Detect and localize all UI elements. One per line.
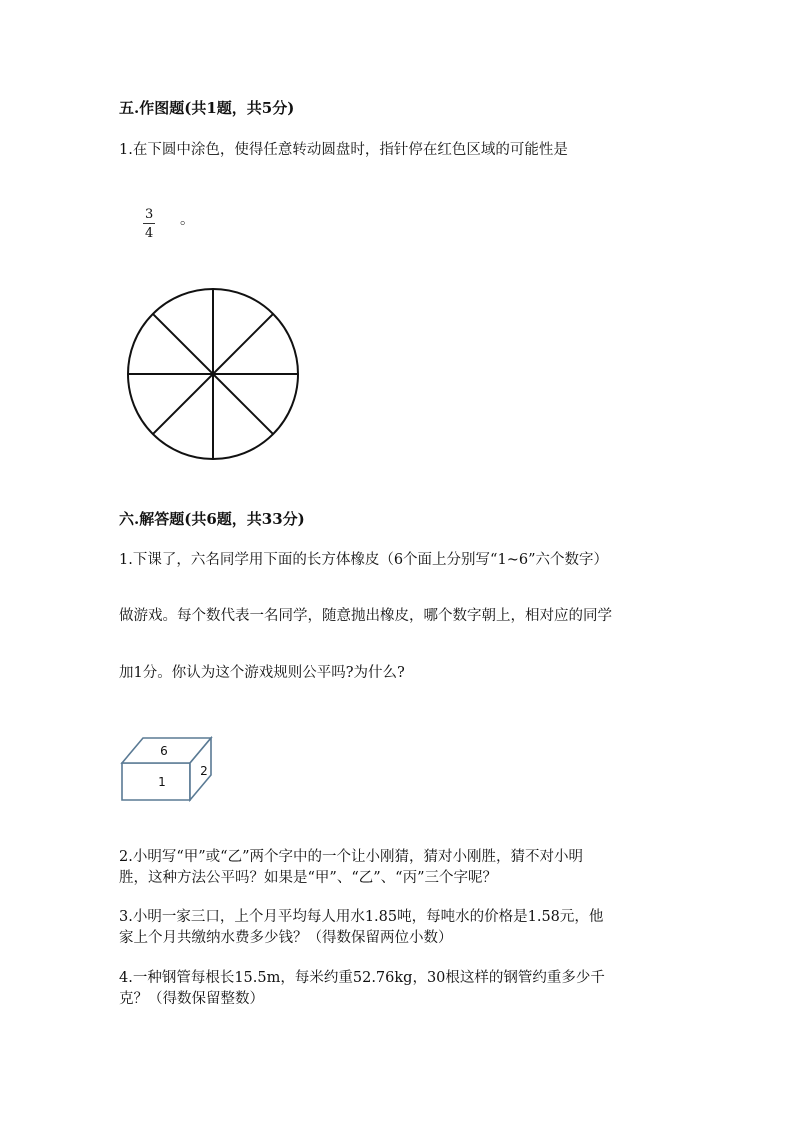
cuboid-front-face [122, 763, 190, 800]
s5-q1-suffix: 。 [180, 212, 195, 228]
s6-q2-line2: 胜，这种方法公平吗？如果是“甲”、“乙”、“丙”三个字呢？ [119, 870, 497, 886]
s6-q1-line1: 1.下课了，六名同学用下面的长方体橡皮（6个面上分别写“1~6”六个数字） [119, 552, 608, 568]
fraction-three-quarters [143, 208, 155, 240]
s6-q4-line2: 克？（得数保留整数） [119, 991, 264, 1007]
s5-q1-answer [143, 203, 155, 240]
cuboid-front-label: 1 [158, 775, 166, 789]
s6-q3-line1: 3.小明一家三口，上个月平均每人用水1.85吨，每吨水的价格是1.58元，他 [119, 909, 604, 925]
cuboid-top-label: 6 [160, 744, 168, 758]
fraction-denominator: 4 [145, 226, 154, 241]
s6-q3-line2: 家上个月共缴纳水费多少钱？（得数保留两位小数） [119, 930, 453, 946]
cuboid-eraser [120, 736, 216, 802]
s6-q1-line2: 做游戏。每个数代表一名同学，随意抛出橡皮，哪个数字朝上，相对应的同学 [119, 608, 612, 624]
fraction-numerator: 3 [145, 207, 154, 222]
section-6-heading: 六.解答题(共6题，共33分) [119, 510, 305, 528]
cuboid-side-label: 2 [200, 764, 208, 778]
s6-q2-line1: 2.小明写“甲”或“乙”两个字中的一个让小刚猜，猜对小刚胜，猜不对小明 [119, 849, 583, 865]
s6-q1-line3: 加1分。你认为这个游戏规则公平吗?为什么? [119, 665, 405, 681]
section-5-heading: 五.作图题(共1题，共5分) [119, 99, 295, 117]
eight-sector-circle[interactable] [124, 286, 304, 464]
s5-q1-text: 1.在下圆中涂色，使得任意转动圆盘时，指针停在红色区域的可能性是 [119, 142, 568, 158]
s6-q4-line1: 4.一种钢管每根长15.5m，每米约重52.76kg，30根这样的钢管约重多少千 [119, 970, 605, 986]
